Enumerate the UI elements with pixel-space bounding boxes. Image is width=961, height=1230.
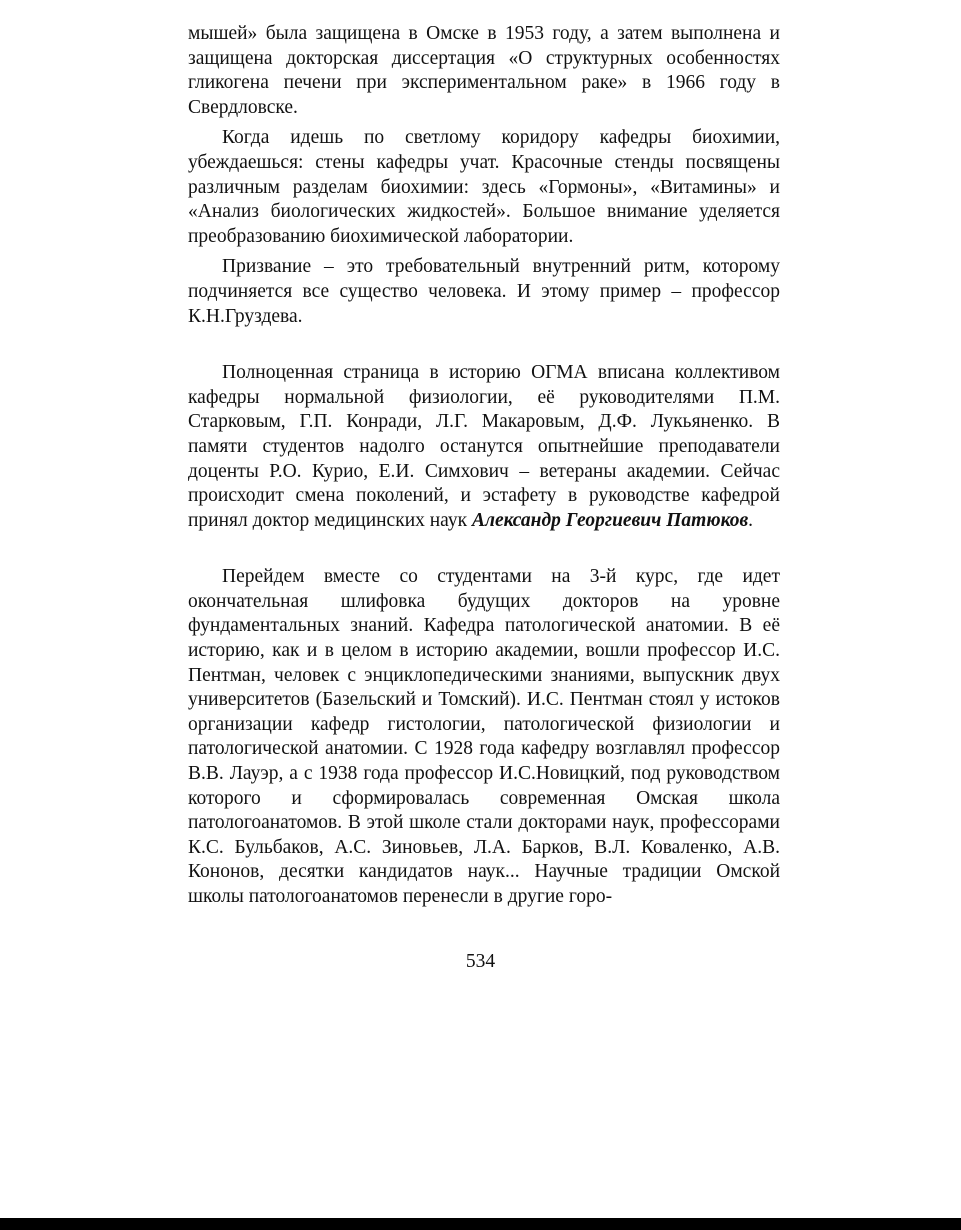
paragraph-4-text: Полноценная страница в историю ОГМА вписана коллективом кафедры нормальной физиологии, её руководителями П.М. Старковым, Г.П. Конради, Л.Г. Макаровым, Д.Ф. Лукьяненко. В памяти студентов надолго останутся опытнейшие преподаватели доценты Р.О. Курио, Е.И. Симхович – ветераны академии. Сейчас происходит смена поколений, и эстафету в руководстве кафедрой принял доктор медицинских наук [188, 362, 780, 531]
paragraph-1: мышей» была защищена в Омске в 1953 году, а затем выполнена и защищена докторская диссертация «О структурных особенностях гликогена печени при экспериментальном раке» в 1966 году в Свердловске. [188, 23, 780, 118]
paragraph-4-end: . [748, 509, 754, 531]
page-number: 534 [465, 951, 496, 972]
paragraph-5: Перейдем вместе со студентами на 3-й курс, где идет окончательная шлифовка будущих докторов на уровне фундаментальных знаний. Кафедра патологической анатомии. В её историю, как и в целом в историю академии, вошли профессор И.С. Пентман, человек с энциклопедическими знаниями, выпускник двух университетов (Базельский и Томский). И.С. Пентман стоял у истоков организации кафедр гистологии, патологической физиологии и патологической анатомии. С 1928 года кафедру возглавлял профессор В.В. Лауэр, а с 1938 года профессор И.С.Новицкий, под руководством которого и сформировалась современная Омская школа патологоанатомов. В этой школе стали докторами наук, профессорами К.С. Бульбаков, А.С. Зиновьев, Л.А. Барков, В.Л. Коваленко, А.В. Кононов, десятки кандидатов наук... Научные традиции Омской школы патологоанатомов перенесли в другие горо- [188, 566, 780, 907]
section-gap [188, 533, 780, 565]
scan-bottom-edge [0, 1218, 961, 1230]
person-name-emphasis: Александр Георгиевич Патюков [471, 509, 749, 531]
paragraph-3: Призвание – это требовательный внутренний ритм, которому подчиняется все существо человека. И этому пример – профессор К.Н.Груздева. [188, 256, 780, 327]
paragraph-2: Когда идешь по светлому коридору кафедры биохимии, убеждаешься: стены кафедры учат. Красочные стенды посвящены различным разделам биохимии: здесь «Гормоны», «Витамины» и «Анализ биологических жидкостей». Большое внимание уделяется преобразованию биохимической лаборатории. [188, 127, 780, 247]
page-body [188, 22, 780, 910]
section-gap [188, 329, 780, 361]
paragraph-4 [188, 361, 780, 533]
